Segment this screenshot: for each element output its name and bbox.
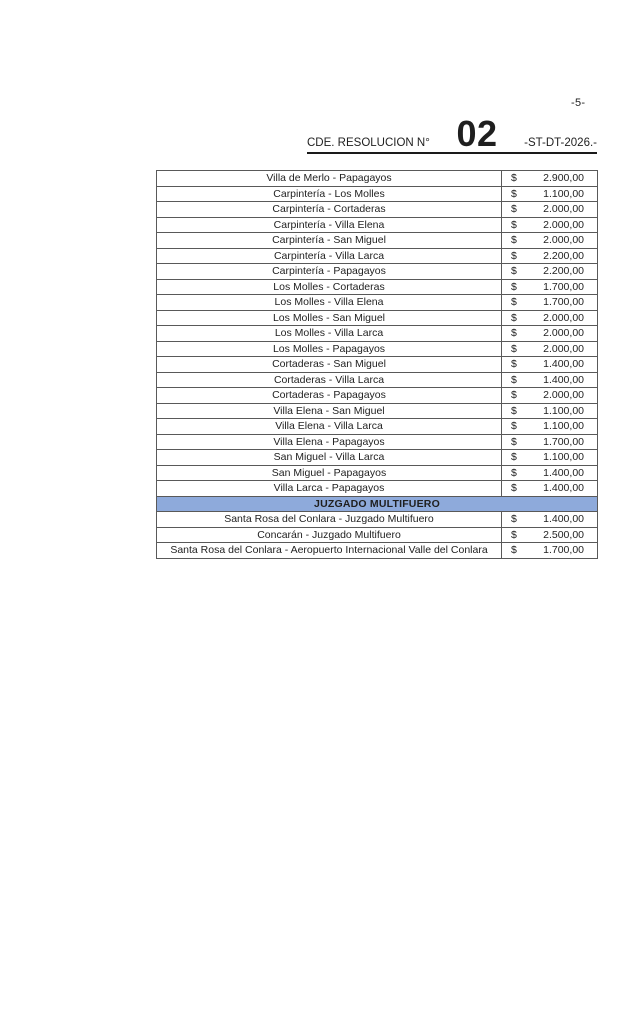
- route-cell: Carpintería - San Miguel: [157, 233, 502, 249]
- currency-symbol: $: [511, 280, 517, 293]
- currency-symbol: $: [511, 451, 517, 463]
- route-cell: Carpintería - Los Molles: [157, 186, 502, 202]
- table-row: [157, 341, 598, 357]
- currency-symbol: $: [511, 265, 517, 277]
- price-amount: 1.100,00: [543, 187, 584, 200]
- price-cell: [502, 481, 598, 497]
- price-cell: [502, 341, 598, 357]
- currency-symbol: $: [511, 513, 517, 525]
- route-cell: Santa Rosa del Conlara - Aeropuerto Internacional Valle del Conlara: [157, 543, 502, 559]
- table-row: [157, 465, 598, 481]
- price-cell: [502, 248, 598, 264]
- price-cell: [502, 403, 598, 419]
- table-row: [157, 372, 598, 388]
- price-amount: 1.700,00: [543, 544, 584, 556]
- price-cell: [502, 233, 598, 249]
- price-cell: [502, 372, 598, 388]
- currency-symbol: $: [511, 435, 517, 448]
- route-cell: Villa Elena - San Miguel: [157, 403, 502, 419]
- table-row: [157, 264, 598, 280]
- currency-symbol: $: [511, 420, 517, 432]
- price-cell: [502, 295, 598, 311]
- price-amount: 2.000,00: [543, 218, 584, 231]
- price-cell: [502, 543, 598, 559]
- price-cell: [502, 527, 598, 543]
- price-cell: [502, 388, 598, 404]
- resolution-prefix: CDE. RESOLUCION N°: [307, 137, 430, 149]
- price-amount: 1.400,00: [543, 466, 584, 479]
- resolution-header: [307, 113, 597, 154]
- price-amount: 2.900,00: [543, 172, 584, 184]
- price-amount: 2.200,00: [543, 265, 584, 277]
- route-cell: Cortaderas - Papagayos: [157, 388, 502, 404]
- price-cell: [502, 450, 598, 466]
- price-cell: [502, 202, 598, 218]
- currency-symbol: $: [511, 544, 517, 556]
- price-amount: 2.000,00: [543, 203, 584, 215]
- currency-symbol: $: [511, 187, 517, 200]
- route-cell: Cortaderas - San Miguel: [157, 357, 502, 373]
- currency-symbol: $: [511, 482, 517, 494]
- price-cell: [502, 186, 598, 202]
- table-row: [157, 419, 598, 435]
- resolution-suffix: -ST-DT-2026.-: [524, 137, 597, 149]
- price-amount: 1.400,00: [543, 358, 584, 370]
- currency-symbol: $: [511, 358, 517, 370]
- table-row: [157, 512, 598, 528]
- route-cell: Los Molles - Cortaderas: [157, 279, 502, 295]
- price-amount: 2.000,00: [543, 389, 584, 401]
- table-row: [157, 171, 598, 187]
- currency-symbol: $: [511, 296, 517, 308]
- fare-table: [156, 170, 598, 559]
- currency-symbol: $: [511, 466, 517, 479]
- price-cell: [502, 326, 598, 342]
- table-row: [157, 233, 598, 249]
- table-row: [157, 279, 598, 295]
- price-cell: [502, 434, 598, 450]
- fare-table-body: [157, 171, 598, 559]
- price-cell: [502, 264, 598, 280]
- currency-symbol: $: [511, 234, 517, 246]
- route-cell: San Miguel - Villa Larca: [157, 450, 502, 466]
- price-cell: [502, 512, 598, 528]
- price-amount: 1.400,00: [543, 513, 584, 525]
- price-cell: [502, 279, 598, 295]
- table-row: [157, 248, 598, 264]
- route-cell: Carpintería - Villa Larca: [157, 248, 502, 264]
- currency-symbol: $: [511, 218, 517, 231]
- table-row: [157, 326, 598, 342]
- route-cell: Carpintería - Cortaderas: [157, 202, 502, 218]
- currency-symbol: $: [511, 373, 517, 386]
- price-amount: 2.200,00: [543, 249, 584, 262]
- currency-symbol: $: [511, 389, 517, 401]
- route-cell: Los Molles - Villa Elena: [157, 295, 502, 311]
- price-amount: 1.700,00: [543, 296, 584, 308]
- table-row: [157, 450, 598, 466]
- route-cell: Los Molles - Papagayos: [157, 341, 502, 357]
- price-amount: 1.400,00: [543, 482, 584, 494]
- price-cell: [502, 419, 598, 435]
- table-row: [157, 295, 598, 311]
- route-cell: Carpintería - Papagayos: [157, 264, 502, 280]
- currency-symbol: $: [511, 528, 517, 541]
- table-row: [157, 527, 598, 543]
- currency-symbol: $: [511, 172, 517, 184]
- route-cell: Concarán - Juzgado Multifuero: [157, 527, 502, 543]
- price-cell: [502, 465, 598, 481]
- price-amount: 1.700,00: [543, 435, 584, 448]
- route-cell: San Miguel - Papagayos: [157, 465, 502, 481]
- route-cell: Villa de Merlo - Papagayos: [157, 171, 502, 187]
- currency-symbol: $: [511, 342, 517, 355]
- section-header-row: [157, 496, 598, 512]
- table-row: [157, 543, 598, 559]
- currency-symbol: $: [511, 327, 517, 339]
- price-amount: 2.000,00: [543, 311, 584, 324]
- table-row: [157, 186, 598, 202]
- table-row: [157, 310, 598, 326]
- price-amount: 2.000,00: [543, 234, 584, 246]
- table-row: [157, 357, 598, 373]
- price-cell: [502, 171, 598, 187]
- price-cell: [502, 357, 598, 373]
- currency-symbol: $: [511, 311, 517, 324]
- currency-symbol: $: [511, 404, 517, 417]
- table-row: [157, 434, 598, 450]
- route-cell: Villa Elena - Papagayos: [157, 434, 502, 450]
- route-cell: Cortaderas - Villa Larca: [157, 372, 502, 388]
- price-amount: 1.100,00: [543, 451, 584, 463]
- price-amount: 2.500,00: [543, 528, 584, 541]
- page-number: -5-: [571, 97, 586, 109]
- route-cell: Los Molles - Villa Larca: [157, 326, 502, 342]
- section-header-title: JUZGADO MULTIFUERO: [157, 496, 598, 512]
- price-cell: [502, 310, 598, 326]
- route-cell: Santa Rosa del Conlara - Juzgado Multifuero: [157, 512, 502, 528]
- table-row: [157, 481, 598, 497]
- table-row: [157, 403, 598, 419]
- table-row: [157, 388, 598, 404]
- route-cell: Villa Elena - Villa Larca: [157, 419, 502, 435]
- price-amount: 2.000,00: [543, 327, 584, 339]
- price-cell: [502, 217, 598, 233]
- price-amount: 1.100,00: [543, 420, 584, 432]
- table-row: [157, 217, 598, 233]
- table-row: [157, 202, 598, 218]
- price-amount: 1.100,00: [543, 404, 584, 417]
- resolution-number: 02: [456, 113, 498, 154]
- route-cell: Villa Larca - Papagayos: [157, 481, 502, 497]
- currency-symbol: $: [511, 203, 517, 215]
- price-amount: 2.000,00: [543, 342, 584, 355]
- route-cell: Carpintería - Villa Elena: [157, 217, 502, 233]
- currency-symbol: $: [511, 249, 517, 262]
- route-cell: Los Molles - San Miguel: [157, 310, 502, 326]
- price-amount: 1.700,00: [543, 280, 584, 293]
- price-amount: 1.400,00: [543, 373, 584, 386]
